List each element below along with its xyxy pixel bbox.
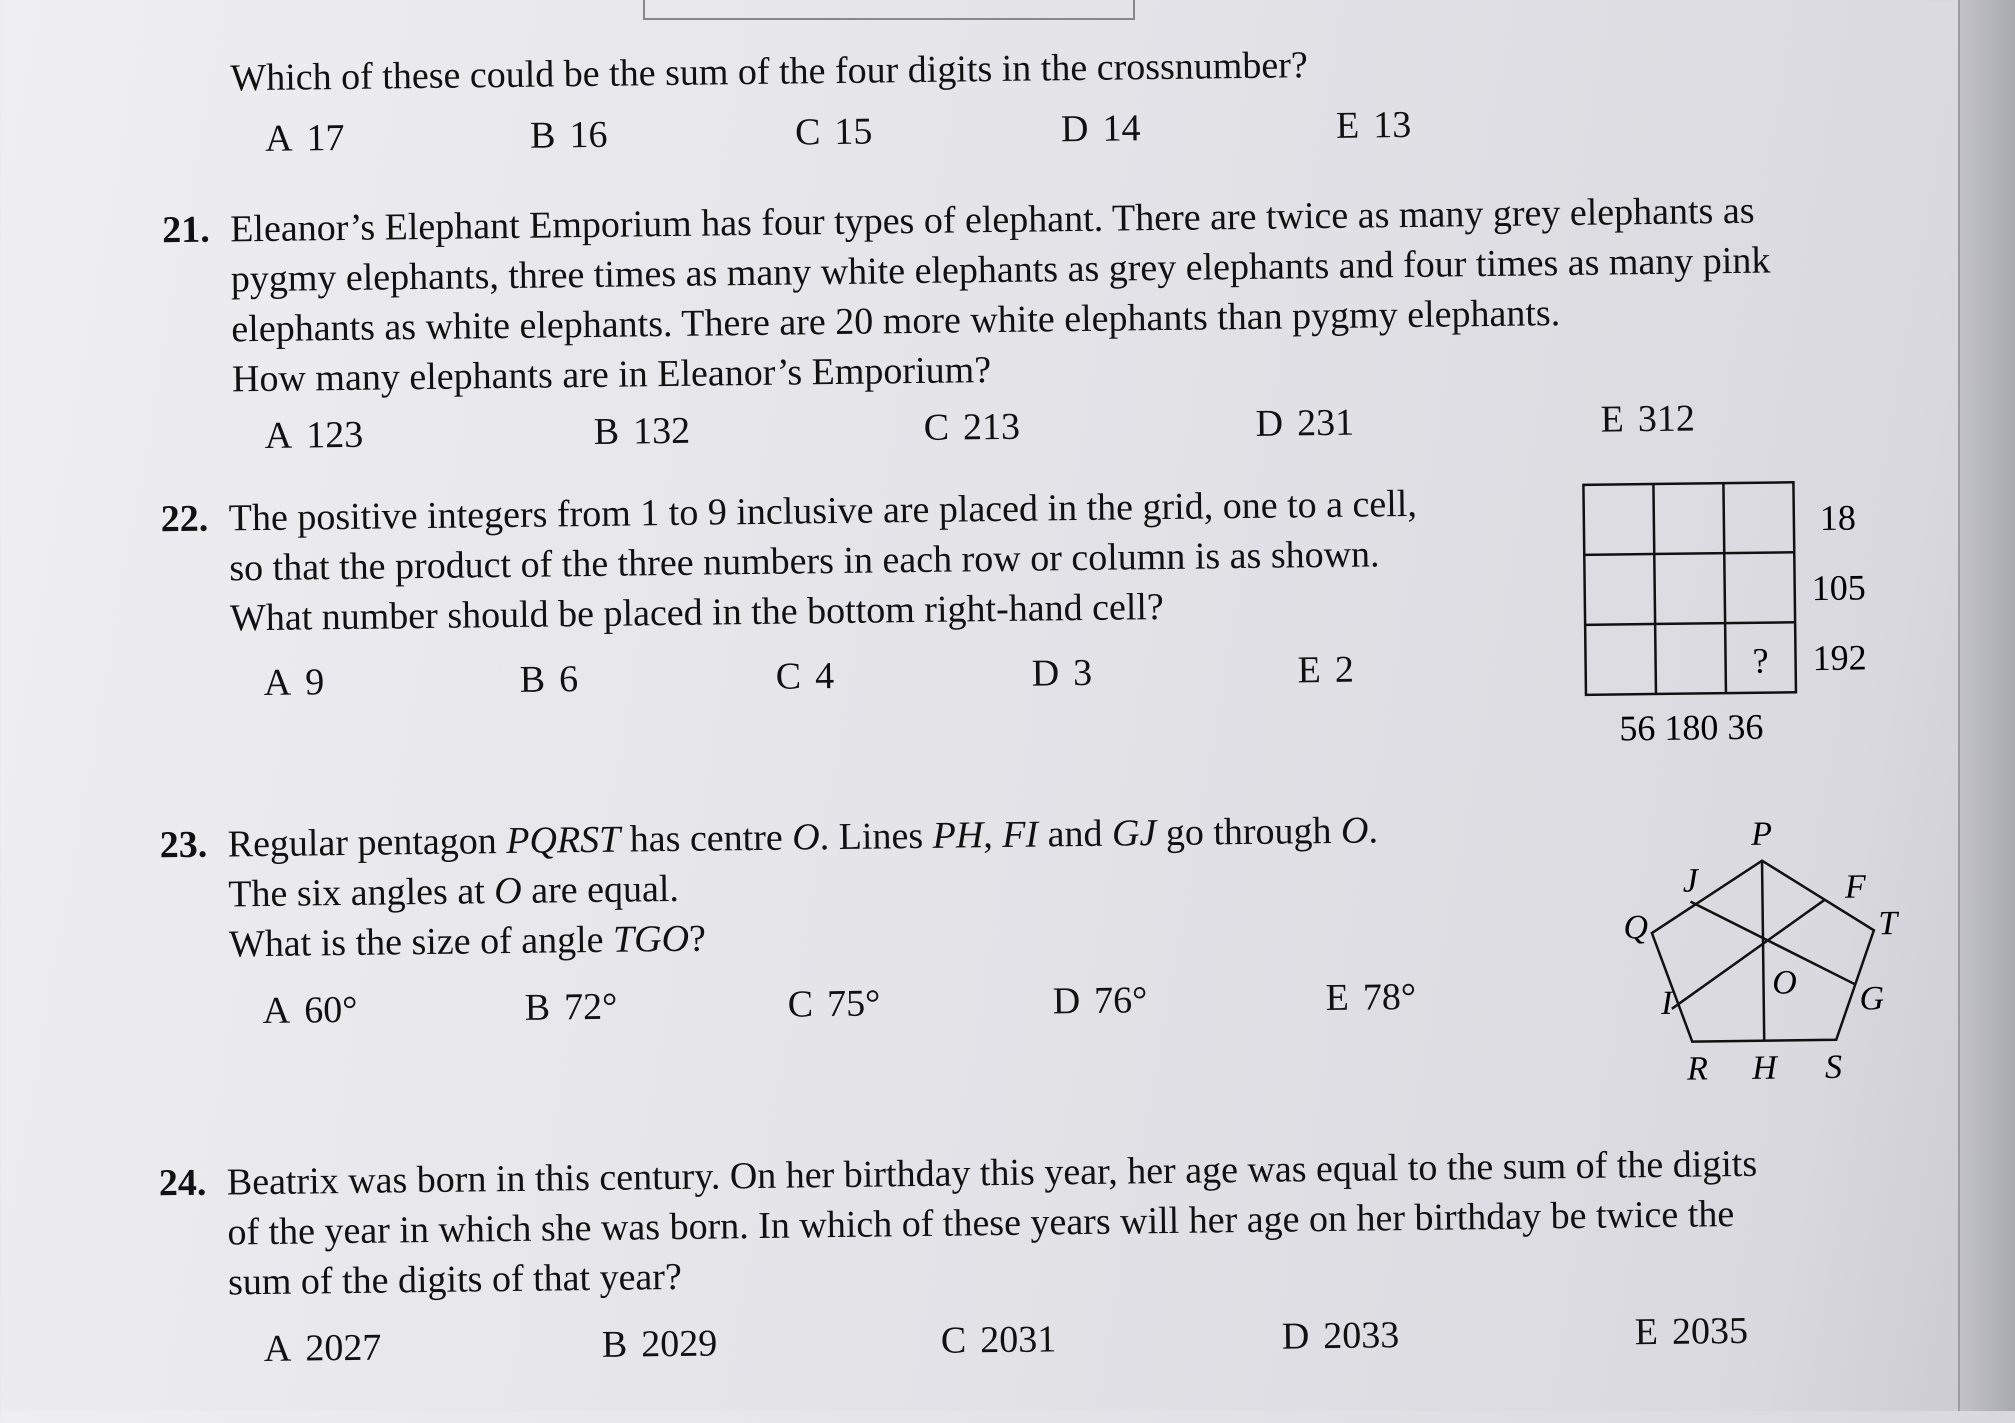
q20-option-e[interactable]: E 13 (1335, 103, 1412, 147)
label-g: G (1859, 980, 1885, 1018)
q23-option-b[interactable]: B 72° (524, 985, 618, 1029)
row-product-3: 192 (1812, 637, 1867, 679)
label-o: O (1772, 964, 1798, 1002)
label-f: F (1844, 868, 1866, 906)
question-number: 24. (158, 1161, 207, 1205)
label-p: P (1751, 815, 1773, 853)
grid-line (1584, 552, 1794, 555)
label-i: I (1660, 984, 1673, 1022)
q20-option-d[interactable]: D 14 (1060, 107, 1141, 151)
label-t: T (1878, 905, 1898, 943)
product-grid-figure (1577, 469, 1911, 763)
q24-line-2: of the year in which she was born. In which of these years will her age on her birthday be twice the (227, 1193, 1735, 1254)
label-r: R (1686, 1050, 1709, 1088)
q21-line-2: pygmy elephants, three times as many white elephants as grey elephants and four times as many pink (230, 239, 1771, 301)
q24-line-3: sum of the digits of that year? (227, 1255, 683, 1304)
column-products: 56 180 36 (1619, 706, 1764, 749)
q24-option-a[interactable]: A 2027 (263, 1326, 382, 1371)
q22-option-c[interactable]: C 4 (775, 655, 835, 698)
row-product-2: 105 (1811, 567, 1866, 609)
q24-line-1: Beatrix was born in this century. On her birthday this year, her age was equal to the sum of the digits (226, 1142, 1758, 1204)
line-fi (1671, 900, 1826, 1009)
line-ph (1762, 861, 1764, 1041)
q20-option-a[interactable]: A 17 (264, 116, 345, 160)
grid-line (1723, 483, 1726, 693)
q23-option-c[interactable]: C 75° (787, 982, 881, 1026)
q21-option-c[interactable]: C 213 (923, 405, 1021, 449)
q21-line-1: Eleanor’s Elephant Emporium has four types of elephant. There are twice as many grey elephants as (229, 189, 1755, 251)
q22-line-3: What number should be placed in the bottom right-hand cell? (229, 585, 1165, 640)
q23-line-1: Regular pentagon PQRST has centre O. Lines PH, FI and GJ go through O. (227, 809, 1379, 866)
grid-line (1585, 622, 1795, 625)
q22-option-b[interactable]: B 6 (519, 658, 579, 701)
label-j: J (1682, 862, 1699, 900)
q20-option-c[interactable]: C 15 (794, 110, 873, 154)
question-number: 21. (161, 208, 210, 252)
unknown-cell: ? (1752, 640, 1769, 681)
q24-option-c[interactable]: C 2031 (940, 1318, 1057, 1362)
q21-line-3: elephants as white elephants. There are 20 more white elephants than pygmy elephants. (231, 292, 1561, 351)
q20-option-b[interactable]: B 16 (529, 113, 608, 157)
q24-option-b[interactable]: B 2029 (601, 1322, 718, 1366)
question-number: 23. (159, 823, 208, 867)
grid-line (1653, 484, 1656, 694)
q21-option-b[interactable]: B 132 (593, 409, 691, 453)
q21-option-a[interactable]: A 123 (264, 413, 364, 457)
q24-option-e[interactable]: E 2035 (1634, 1309, 1749, 1354)
label-h: H (1752, 1049, 1778, 1087)
pentagon-figure (1601, 799, 1905, 1093)
q21-line-4: How many elephants are in Eleanor’s Emporium? (231, 349, 992, 401)
q20-question-text: Which of these could be the sum of the four digits in the crossnumber? (230, 44, 1308, 100)
row-product-1: 18 (1819, 497, 1857, 538)
q23-line-3: What is the size of angle TGO? (228, 917, 707, 966)
label-q: Q (1623, 909, 1649, 947)
q21-option-e[interactable]: E 312 (1600, 397, 1696, 441)
question-number: 22. (160, 497, 209, 541)
q23-option-d[interactable]: D 76° (1052, 979, 1148, 1023)
label-s: S (1824, 1048, 1843, 1086)
q21-option-d[interactable]: D 231 (1255, 401, 1355, 445)
q23-option-a[interactable]: A 60° (262, 988, 358, 1033)
q22-option-d[interactable]: D 3 (1031, 651, 1093, 695)
q22-line-1: The positive integers from 1 to 9 inclusive are placed in the grid, one to a cell, (228, 482, 1418, 540)
q22-option-a[interactable]: A 9 (263, 661, 325, 704)
q23-option-e[interactable]: E 78° (1325, 975, 1417, 1020)
q23-line-2: The six angles at O are equal. (228, 867, 680, 916)
q22-option-e[interactable]: E 2 (1297, 648, 1355, 692)
q22-line-2: so that the product of the three numbers in each row or column is as shown. (229, 533, 1380, 590)
q24-option-d[interactable]: D 2033 (1281, 1314, 1400, 1358)
